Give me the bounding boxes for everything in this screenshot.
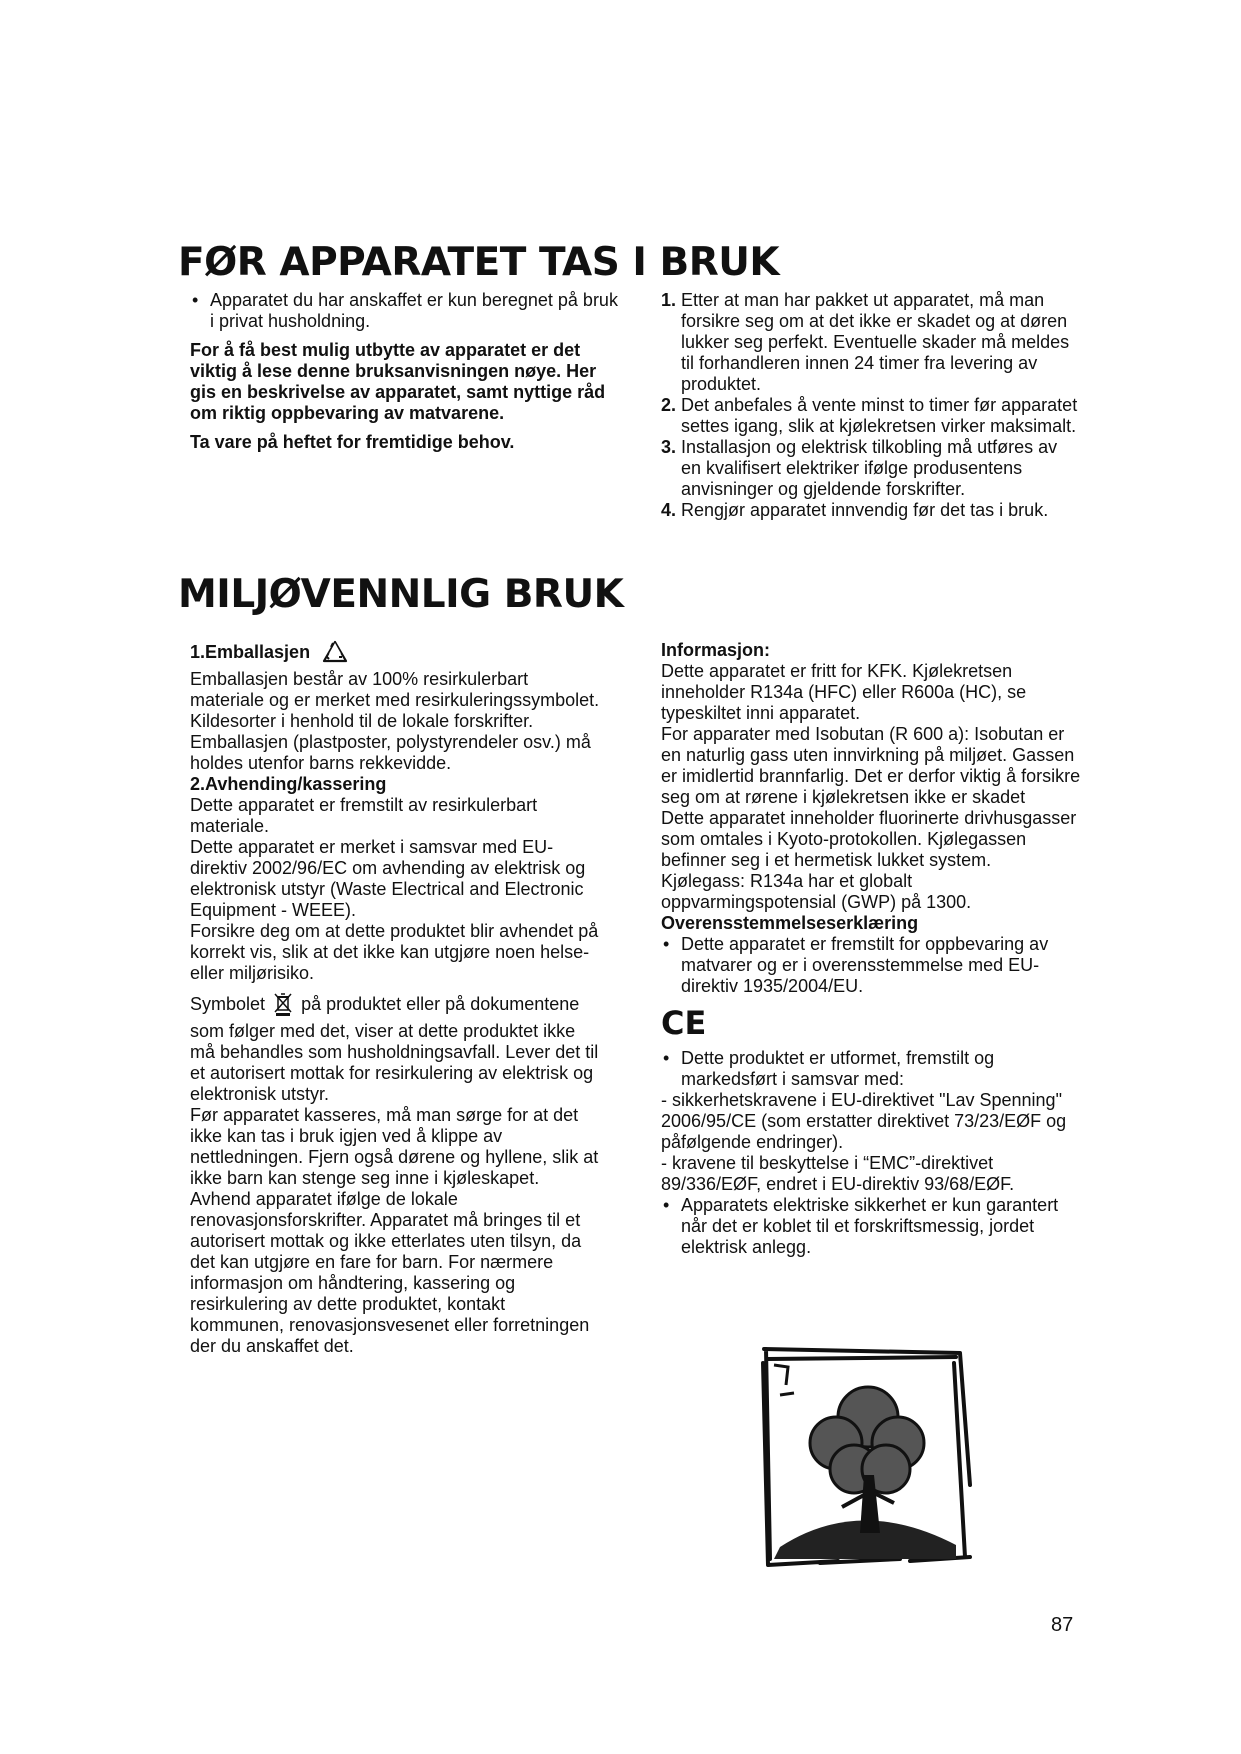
disposal-heading: 2.Avhending/kassering <box>190 774 387 794</box>
private-use-bullet: • Apparatet du har anskaffet er kun beregnet på bruk i privat husholdning. <box>190 290 620 332</box>
conformity-bullet-1: • Dette apparatet er fremstilt for oppbevaring av matvarer og er i overensstemmelse med EU-direktiv 1935/2004/EU. <box>661 934 1081 997</box>
crossed-bin-icon <box>272 992 294 1021</box>
conformity-heading: Overensstemmelseserklæring <box>661 913 919 933</box>
info-text-1: Dette apparatet er fritt for KFK. Kjølekretsen inneholder R134a (HFC) eller R600a (HC), se typeskiltet inni apparatet. <box>661 661 1027 723</box>
info-text-3: Dette apparatet inneholder fluorinerte drivhusgasser som omtales i Kyoto-protokollen. Kjølegassen befinner seg i et hermetisk lukket system. <box>661 808 1077 870</box>
conformity-bullet-2: • Dette produktet er utformet, fremstilt og markedsført i samsvar med: <box>661 1048 1081 1090</box>
section-title-before-use: FØR APPARATET TAS I BRUK <box>178 240 780 285</box>
packaging-heading: 1.Emballasjen <box>190 640 600 669</box>
info-text-2: For apparater med Isobutan (R 600 a): Isobutan er en naturlig gass uten innvirkning på miljøet. Gassen er imidlertid brannfarlig. Det er derfor viktig å forsikre seg om at rørene i kjølekretsen ikke er skadet <box>661 724 1081 807</box>
step-item: 3. Installasjon og elektrisk tilkobling må utføres av en kvalifisert elektriker ifølge produsentens anvisninger og gjeldende forskrifter. <box>661 437 1058 499</box>
disposal-text-4: Før apparatet kasseres, må man sørge for at det ikke kan tas i bruk igjen ved å klippe av nettledningen. Fjern også dørene og hyllene, slik at ikke barn kan stenge seg inne i kjøleskapet. Avhend apparatet ifølge de lokale renovasjonsforskrifter. Apparatet må bringes til et autorisert mottak og ikke etterlates uten tilsyn, da det kan utgjøre en fare for barn. For nærmere informasjon om håndtering, kassering og resirkulering av dette produktet, kontakt kommunen, renovasjonsvesenet eller forretningen der du anskaffet det. <box>190 1105 599 1356</box>
tree-eco-label-icon <box>760 1345 995 1575</box>
info-text-4: Kjølegass: R134a har et globalt oppvarmingspotensial (GWP) på 1300. <box>661 871 972 912</box>
section-title-eco-use: MILJØVENNLIG BRUK <box>178 572 624 617</box>
eco-right-column <box>661 640 1081 1258</box>
keep-booklet-note: Ta vare på heftet for fremtidige behov. <box>190 432 515 452</box>
step-item: 2. Det anbefales å vente minst to timer før apparatet settes igang, slik at kjølekretsen virker maksimalt. <box>661 395 1078 436</box>
recycle-icon <box>322 640 348 669</box>
eco-left-column <box>190 640 600 1357</box>
ce-mark-icon <box>661 1007 1081 1042</box>
conformity-bullet-3: • Apparatets elektriske sikkerhet er kun garantert når det er koblet til et forskriftsmessig, jordet elektrisk anlegg. <box>661 1195 1081 1258</box>
weee-symbol-text: Symbolet på produktet eller på dokumentene som følger med det, viser at dette produktet ikke må behandles som husholdningsavfall. Lever det til et autorisert mottak for resirkulering av elektrisk og elektronisk utstyr. <box>190 994 599 1104</box>
disposal-text-3: Forsikre deg om at dette produktet blir avhendet på korrekt vis, slik at det ikke kan utgjøre noen helse- eller miljørisiko. <box>190 921 599 983</box>
step-item: 4. Rengjør apparatet innvendig før det tas i bruk. <box>661 500 1049 520</box>
conformity-line-1: - sikkerhetskravene i EU-direktivet "Lav Spenning" 2006/95/CE (som erstatter direktivet 73/23/EØF og påfølgende endringer). <box>661 1090 1067 1152</box>
read-manual-note: For å få best mulig utbytte av apparatet er det viktig å lese denne bruksanvisningen nøye. Her gis en beskrivelse av apparatet, samt nyttige råd om riktig oppbevaring av matvarene. <box>190 340 606 423</box>
info-heading: Informasjon: <box>661 640 771 660</box>
disposal-text-1: Dette apparatet er fremstilt av resirkulerbart materiale. <box>190 795 538 836</box>
step-item: 1. Etter at man har pakket ut apparatet, må man forsikre seg om at det ikke er skadet og at døren lukker seg perfekt. Eventuelle skader må meldes til forhandleren innen 24 timer fra levering av produktet. <box>661 290 1070 394</box>
svg-text:CE: CE <box>661 1007 707 1037</box>
before-use-right-column <box>661 290 1081 521</box>
before-use-left-column <box>190 290 620 453</box>
packaging-text: Emballasjen består av 100% resirkulerbart materiale og er merket med resirkuleringssymbolet. Kildesorter i henhold til de lokale forskrifter. Emballasjen (plastposter, polystyrendeler osv.) må holdes utenfor barns rekkevidde. <box>190 669 600 773</box>
conformity-line-2: - kravene til beskyttelse i “EMC”-direktivet 89/336/EØF, endret i EU-direktiv 93/68/EØF. <box>661 1153 1015 1194</box>
page-number: 87 <box>1051 1614 1074 1636</box>
disposal-text-2: Dette apparatet er merket i samsvar med EU-direktiv 2002/96/EC om avhending av elektrisk og elektronisk utstyr (Waste Electrical and Electronic Equipment - WEEE). <box>190 837 586 920</box>
